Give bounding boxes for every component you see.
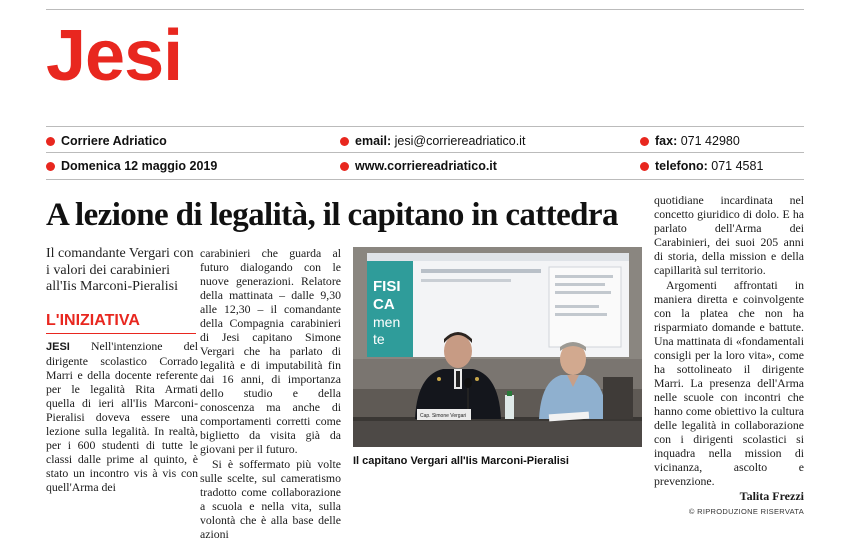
- article-kicker: L'INIZIATIVA: [46, 312, 140, 329]
- bullet-icon: [46, 162, 55, 171]
- website-link[interactable]: www.corriereadriatico.it: [355, 159, 497, 173]
- article-headline: A lezione di legalità, il capitano in cattedra: [46, 197, 618, 233]
- top-rule: [46, 9, 804, 10]
- bullet-icon: [340, 162, 349, 171]
- article-column-1: JESI Nell'intenzione del dirigente scolastico Corrado Marri e della docente referente per le legalità Rita Armati quella di ieri all'Iis Marconi-Pieralisi doveva essere una lezione sulla legalità. In realtà, per i 600 studenti di tutte le classi dalle prime al quinto, è stato un incontro vis à vis con quell'Arma dei: [46, 339, 198, 494]
- bullet-icon: [46, 137, 55, 146]
- copyright-notice: © RIPRODUZIONE RISERVATA: [688, 507, 804, 516]
- article-column-2: carabinieri che guarda al futuro dialogando con le nuove generazioni. Relatore della mattinata – dalle 9,30 alle 12,30 – il comandante della Compagnia carabinieri di Jesi capitano Simone Vergari che ha parlato di legalità e di imputabilità fin dai 16 anni, di importanza dello studio e della conoscenza ma anche di comportamenti corretti come biglietto da visita già da giovani per il futuro. Si è soffermato più volte sulle scelte, sul cameratismo tradotto come collaborazione a scuola e nella vita, sulla volontà che è alla base delle azioni: [200, 246, 341, 541]
- author-signature: Talita Frezzi: [739, 489, 804, 503]
- nameplate-text: Cap. Simone Vergari: [420, 413, 467, 419]
- info-rule-top: [46, 126, 804, 127]
- photo-caption: Il capitano Vergari all'Iis Marconi-Pieralisi: [353, 455, 569, 467]
- section-masthead: Jesi: [46, 16, 183, 96]
- bullet-icon: [340, 137, 349, 146]
- fax-info: fax: 071 42980: [640, 134, 740, 148]
- phone-info: telefono: 071 4581: [640, 159, 763, 173]
- slide-word-2: CA: [373, 296, 395, 313]
- article-column-3: quotidiane incardinata nel concetto giuridico di dolo. E ha parlato dell'Arma dei Carabinieri, dei suoi 205 anni di storia, della mission e della capillarità sul territorio. Argomenti affrontati in maniera diretta e coinvolgente con la platea che non ha risparmiato domande e battute. Una mattinata di «fondamentali consigli per la loro vita», come ha sottolineato il dirigente Marri. La presenza dell'Arma nelle scuole con incontri che hanno come obiettivo la cultura delle legalità in collaborazione con i dirigenti scolastici si inquadra nella mission di vicinanza, ascolto e prevenzione. Talita Frezzi © RIPRODUZIONE RISERVATA: [654, 193, 804, 519]
- bullet-icon: [640, 162, 649, 171]
- slide-word-1: FISI: [373, 278, 401, 295]
- dateline: JESI: [46, 341, 70, 353]
- slide-word-4: te: [373, 331, 385, 347]
- article-subhead: Il comandante Vergari con i valori dei carabinieri all'Iis Marconi-Pieralisi: [46, 246, 194, 294]
- date-info: Domenica 12 maggio 2019: [46, 159, 217, 173]
- kicker-rule: [46, 333, 196, 334]
- info-rule-mid: [46, 152, 804, 153]
- publication-info: Corriere Adriatico: [46, 134, 167, 148]
- article-photo: [353, 247, 642, 447]
- photo-illustration: [353, 247, 642, 447]
- website-info: [340, 159, 497, 173]
- officer-head: [444, 334, 472, 368]
- info-rule-bottom: [46, 179, 804, 180]
- email-link[interactable]: jesi@corriereadriatico.it: [394, 134, 526, 148]
- slide-word-3: men: [373, 314, 401, 330]
- bullet-icon: [640, 137, 649, 146]
- email-info: email: jesi@corriereadriatico.it: [340, 134, 525, 148]
